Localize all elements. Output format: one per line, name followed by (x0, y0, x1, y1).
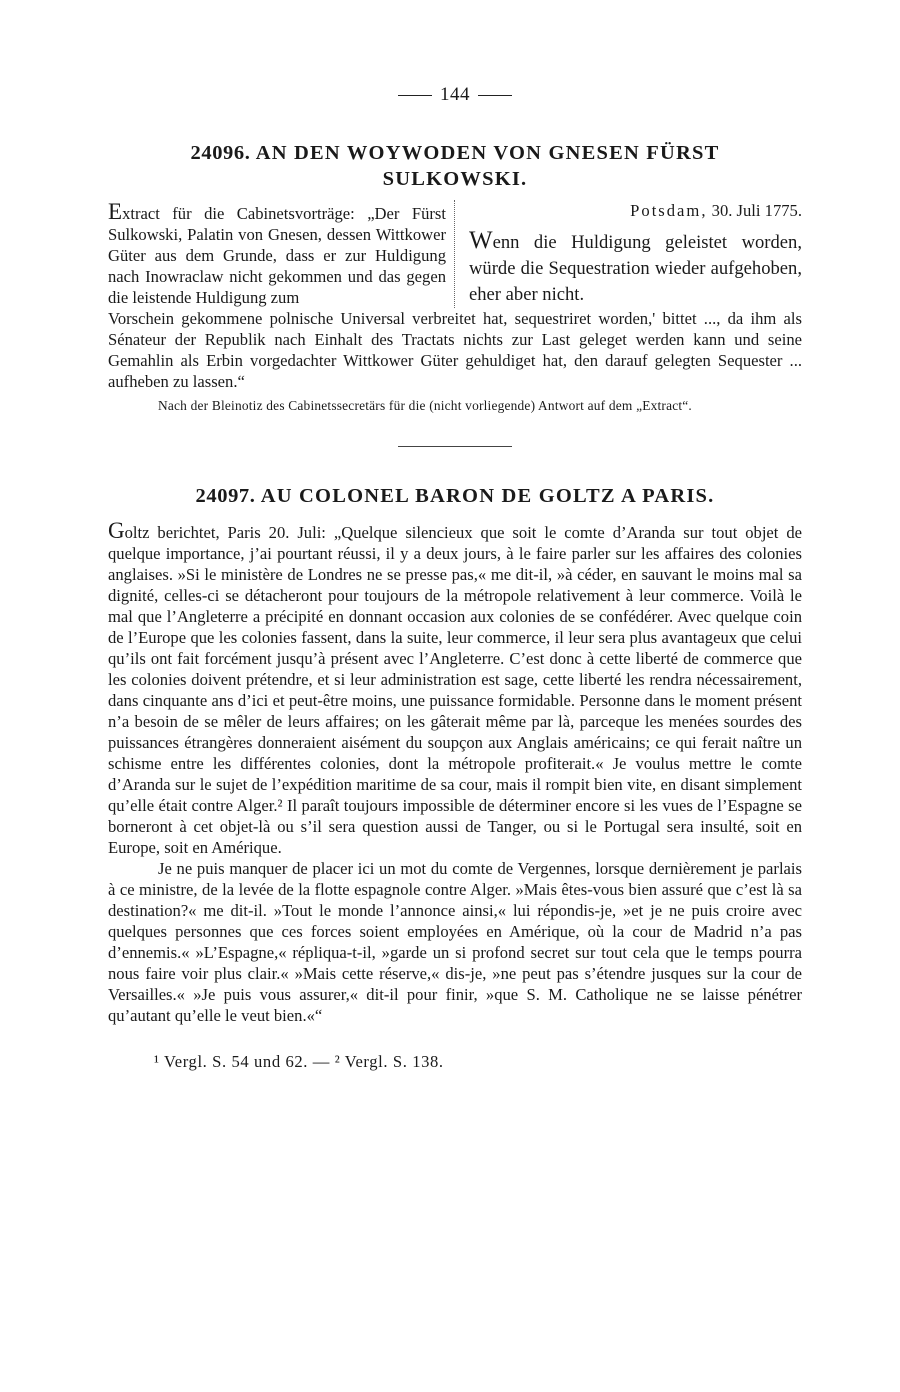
letter-title: AN DEN WOYWODEN VON GNESEN FÜRST (255, 142, 720, 164)
footnotes: ¹ Vergl. S. 54 und 62. — ² Vergl. S. 138. (154, 1052, 444, 1071)
section-divider (398, 446, 512, 447)
letter-heading (108, 140, 802, 192)
dateline (469, 200, 802, 221)
reply-text: enn die Huldigung geleistet worden, würde die Sequestration wieder aufgehoben, eher aber nicht. (469, 232, 802, 305)
document-page (108, 84, 802, 1072)
letter-heading (108, 483, 802, 509)
dateline-place: Potsdam, (630, 201, 708, 220)
extract-paragraph (108, 200, 446, 308)
body-paragraph: Je ne puis manquer de placer ici un mot du comte de Vergennes, lorsque dernièrement je parlais à ce ministre, de la levée de la flotte espagnole contre Alger. »Mais êtes-vous bien assuré que c’est là sa destination?« me dit-il. »Tout le monde l’annonce ainsi,« lui répondis-je, »et je ne puis croire avec quelques personnes que ces forces soient employées en Amérique, où la cour de Madrid n’a pas d’ennemis.« »L’Espagne,« répliqua-t-il, »garde un si profond secret sur tout cela que le temps pourra nous faire voir plus clair.« »Mais cette réserve,« dis-je, »ne peut pas s’étendre jusques sur la cour de Versailles.« »Je puis vous assurer,« dit-il pour finir, »que S. M. Catholique ne se laisse pénétrer qu’autant qu’elle le veut bien.«“ (108, 859, 802, 1025)
two-column-section (108, 200, 802, 308)
initial-letter: E (108, 199, 123, 224)
extract-column (108, 200, 455, 308)
reply-column (455, 200, 802, 308)
dateline-date: 30. Juli 1775. (711, 201, 802, 220)
editorial-note: Nach der Bleinotiz des Cabinetssecretärs für die (nicht vorliegende) Antwort auf dem „Extract“. (158, 398, 692, 413)
divider-dash (398, 95, 432, 96)
letter-number: 24096. (190, 142, 251, 164)
letter-title-continued: SULKOWSKI. (382, 168, 528, 190)
initial-letter: G (108, 518, 125, 543)
page-number (108, 84, 802, 114)
divider-dash (478, 95, 512, 96)
letter-number: 24097. (195, 485, 256, 507)
reply-paragraph (469, 228, 802, 308)
extract-text: xtract für die Cabinetsvorträge: „Der Fürst Sulkowski, Palatin von Gnesen, dessen Wittkower Güter aus dem Grunde, dass er zur Huldigung nach Inowraclaw nicht gekommen und das gegen die leistende Huldigung zum (108, 204, 446, 307)
page-number-text: 144 (440, 84, 470, 105)
body-paragraph (108, 519, 802, 858)
letter-title: AU COLONEL BARON DE GOLTZ A PARIS. (260, 485, 715, 507)
initial-letter: W (469, 227, 493, 254)
extract-continuation: Vorschein gekommene polnische Universal verbreitet hat, sequestriret worden,' bittet ..., da ihm als Sénateur der Republik nach Einhalt des Tractats nichts zur Last geleget werden kann und seine Gemahlin als Erbin vorgedachter Wittkower Güter gehuldiget hat, den darauf gelegten Sequester ... aufheben zu lassen.“ (108, 309, 802, 391)
paragraph-text: oltz berichtet, Paris 20. Juli: „Quelque silencieux que soit le comte d’Aranda sur tout objet de quelque importance, j’ai pourtant réussi, il y a deux jours, à le faire parler sur les affaires des colonies anglaises. »Si le ministère de Londres ne se presse pas,« me dit-il, »à céder, en sauvant le moins mal sa dignité, celles-ci se détacheront pour toujours de la métropole relativement à leur commerce. Voilà le mal que l’Angleterre a précipité en donnant occasion aux colonies de se confédérer. Avec quelque coin de l’Europe que les colonies fassent, dans la suite, leur commerce, il leur sera plus avantageux que celui qu’ils ont fait forcément jusqu’à présent avec l’Angleterre. C’est donc à cette liberté de commerce que les colonies doivent prétendre, et si leur administration est sage, cette liberté les rendra nécessairement, dans cinquante ans d’ici et peut-être moins, une puissance formidable. Personne dans le moment présent n’a besoin de se mêler de leurs affaires; on les gâterait même par là, parceque les menées sourdes des puissances étrangères donneraient aisément du soupçon aux Anglais américains; ce qui ferait naître un schisme entre les différentes colonies, dont la métropole profiterait.« Je voulus mettre le comte d’Aranda sur le sujet de l’expédition maritime de sa cour, mais il rompit bien vite, en disant simplement qu’elle était contre Alger.² Il paraît toujours impossible de déterminer encore si les vues de l’Espagne se borneront à cet objet-là ou s’il sera question aussi de Tanger, ou si le Portugal sera insulté, soit en Europe, soit en Amérique. (108, 523, 802, 857)
